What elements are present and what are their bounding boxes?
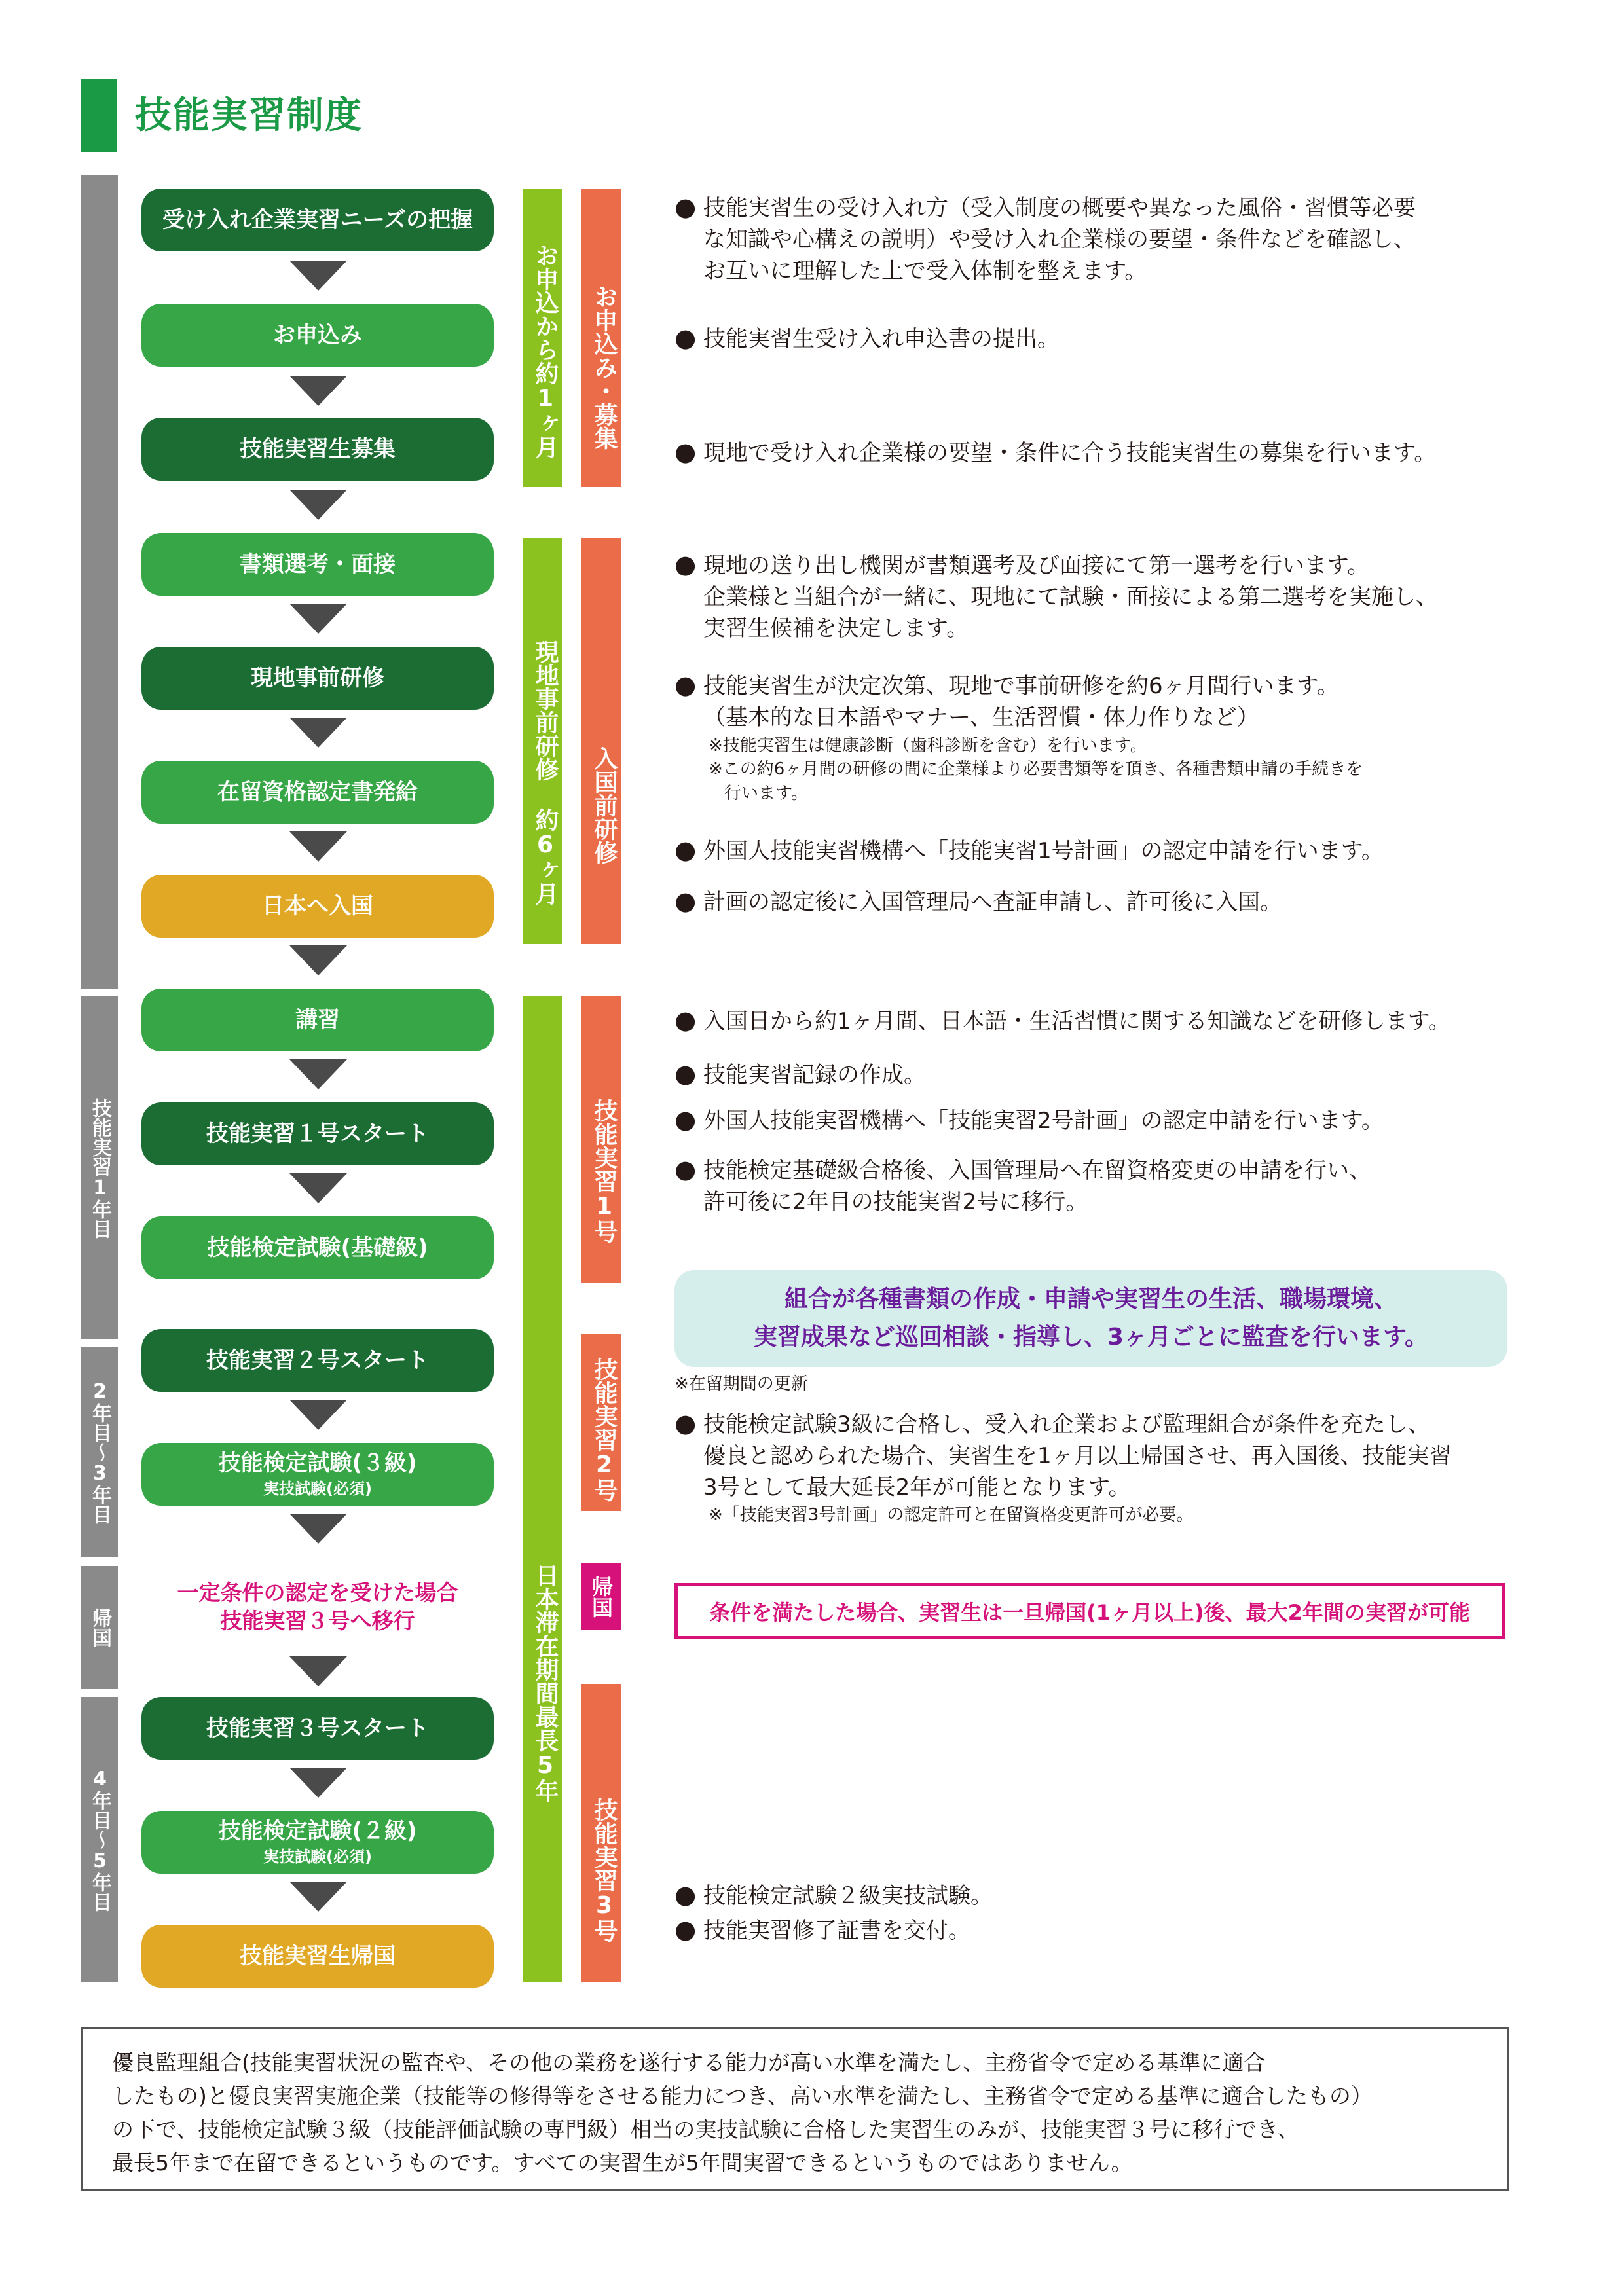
step-exam-grade3-sub: 実技試験(必須) — [263, 1480, 372, 1498]
note-pretraining — [674, 668, 1363, 805]
note-line: 入国日から約1ヶ月間、日本語・生活習慣に関する知識などを研修します。 — [703, 1008, 1450, 1034]
phase-training3: 技能実習3号 — [581, 1684, 621, 1982]
bullet-icon: ● — [674, 550, 697, 579]
footer-line: の下で、技能検定試験３級（技能評価試験の専門級）相当の実技試験に合格した実習生のみが、技能実習３号に移行でき、 — [112, 2117, 1300, 2143]
step-exam-grade3-label: 技能検定試験(３級) — [218, 1450, 417, 1477]
note-line: 技能実習修了証書を交付。 — [703, 1918, 970, 1944]
note-line: 優良と認められた場合、実習生を1ヶ月以上帰国させ、再入国後、技能実習 — [703, 1443, 1452, 1470]
note-line: 外国人技能実習機構へ「技能実習2号計画」の認定申請を行います。 — [703, 1108, 1384, 1134]
sidebar-gray-return: 帰国 — [81, 1566, 118, 1689]
flow-arrow — [289, 604, 347, 634]
phase-return: 帰国 — [581, 1563, 621, 1630]
flow-arrow — [289, 1400, 347, 1430]
note-line: お互いに理解した上で受入体制を整えます。 — [703, 257, 1147, 284]
step-needs-assessment: 受け入れ企業実習ニーズの把握 — [141, 189, 494, 251]
footer-line: 優良監理組合(技能実習状況の監査や、その他の業務を遂行する能力が高い水準を満たし、主務省令で定める基準に適合 — [112, 2050, 1266, 2075]
note-line: 技能実習生が決定次第、現地で事前研修を約6ヶ月間行います。 — [703, 673, 1339, 699]
step-return-home: 技能実習生帰国 — [141, 1925, 494, 1988]
step-exam-basic: 技能検定試験(基礎級) — [141, 1216, 494, 1279]
note-line: 現地の送り出し機関が書類選考及び面接にて第一選考を行います。 — [703, 553, 1370, 579]
note-lecture — [674, 1003, 1450, 1038]
step-exam-grade2-label: 技能検定試験(２級) — [218, 1818, 417, 1845]
bullet-icon: ● — [674, 437, 697, 466]
flow-arrow — [289, 945, 347, 975]
note-grade2 — [674, 1878, 993, 1947]
note-status-change — [674, 1152, 1371, 1218]
note-plan1 — [674, 833, 1384, 867]
note-line: 3号として最大延長2年が可能となります。 — [703, 1474, 1131, 1501]
note-renewal: ※在留期間の更新 — [674, 1374, 808, 1394]
bullet-icon: ● — [674, 1880, 697, 1909]
footer-line: したもの)と優良実習実施企業（技能等の修得等をさせる能力につき、高い水準を満たし、主務省令で定める基準に適合したもの） — [112, 2083, 1373, 2109]
step-training3-start: 技能実習３号スタート — [141, 1697, 494, 1760]
flow-arrow — [289, 376, 347, 406]
flow-arrow — [289, 718, 347, 748]
small-note: ※技能実習生は健康診断（歯科診断を含む）を行います。 — [709, 735, 1147, 756]
condition-note — [105, 1579, 530, 1635]
sidebar-gray-year4-5: 4年目〜5年目 — [81, 1697, 118, 1982]
note-line: （基本的な日本語やマナー、生活習慣・体力作りなど） — [703, 704, 1259, 731]
step-coe-issuance: 在留資格認定書発給 — [141, 761, 494, 824]
title-accent-bar — [81, 79, 117, 152]
bullet-icon: ● — [674, 1006, 697, 1034]
note-record — [674, 1057, 926, 1091]
bullet-icon: ● — [674, 1105, 697, 1134]
step-entry-japan: 日本へ入国 — [141, 875, 494, 938]
bullet-icon: ● — [674, 886, 697, 915]
audit-info-line1: 組合が各種書類の作成・申請や実習生の生活、職場環境、 — [784, 1286, 1397, 1313]
bullet-icon: ● — [674, 1155, 697, 1184]
condition-box: 条件を満たした場合、実習生は一旦帰国(1ヶ月以上)後、最大2年間の実習が可能 — [674, 1583, 1505, 1639]
note-screening — [674, 547, 1438, 644]
step-exam-grade3 — [141, 1443, 494, 1506]
bullet-icon: ● — [674, 192, 697, 221]
bullet-icon: ● — [674, 1409, 697, 1438]
note-line: 技能検定試験２級実技試験。 — [703, 1883, 993, 1909]
condition-note-line2: 技能実習３号へ移行 — [220, 1607, 415, 1633]
small-note: ※この約6ヶ月間の研修の間に企業様より必要書類等を頂き、各種書類申請の手続きを — [709, 759, 1363, 780]
period-pretraining: 現地事前研修 約6ヶ月 — [523, 538, 562, 944]
period-application: お申込から約1ヶ月 — [523, 189, 562, 487]
note-line: 企業様と当組合が一緒に、現地にて試験・面接による第二選考を実施し、 — [703, 584, 1438, 611]
flow-arrow — [289, 1514, 347, 1544]
bullet-icon: ● — [674, 835, 697, 864]
step-training1-start: 技能実習１号スタート — [141, 1102, 494, 1165]
bullet-icon: ● — [674, 1915, 697, 1944]
flow-arrow — [289, 831, 347, 862]
flow-arrow — [289, 490, 347, 520]
flow-arrow — [289, 1768, 347, 1798]
note-line: 計画の認定後に入国管理局へ査証申請し、許可後に入国。 — [703, 889, 1282, 915]
flow-arrow — [289, 261, 347, 291]
flow-arrow — [289, 1882, 347, 1912]
note-line: 技能実習生受け入れ申込書の提出。 — [703, 326, 1060, 352]
sidebar-gray-preentry — [81, 175, 118, 989]
sidebar-gray-year1: 技能実習1年目 — [81, 996, 118, 1339]
step-training2-start: 技能実習２号スタート — [141, 1329, 494, 1392]
footer-explanation — [81, 2027, 1509, 2191]
step-lecture: 講習 — [141, 989, 494, 1051]
step-pretraining: 現地事前研修 — [141, 647, 494, 710]
note-line: 技能検定基礎級合格後、入国管理局へ在留資格変更の申請を行い、 — [703, 1157, 1371, 1184]
step-screening: 書類選考・面接 — [141, 533, 494, 596]
flow-arrow — [289, 1173, 347, 1203]
note-line: な知識や心構えの説明）や受け入れ企業様の要望・条件などを確認し、 — [703, 227, 1416, 253]
note-line: 技能検定試験3級に合格し、受入れ企業および監理組合が条件を充たし、 — [703, 1412, 1430, 1438]
phase-pretraining: 入国前研修 — [581, 538, 621, 944]
note-line: 技能実習記録の作成。 — [703, 1062, 926, 1088]
step-application: お申込み — [141, 304, 494, 367]
note-application — [674, 321, 1060, 355]
step-exam-grade2-sub: 実技試験(必須) — [263, 1848, 372, 1866]
note-line: 許可後に2年目の技能実習2号に移行。 — [703, 1189, 1088, 1216]
note-visa — [674, 884, 1282, 919]
note-line: 現地で受け入れ企業様の要望・条件に合う技能実習生の募集を行います。 — [703, 440, 1437, 466]
step-exam-grade2 — [141, 1811, 494, 1874]
bullet-icon: ● — [674, 323, 697, 352]
note-line: 外国人技能実習機構へ「技能実習1号計画」の認定申請を行います。 — [703, 838, 1384, 864]
note-grade3 — [674, 1406, 1452, 1527]
small-note: 行います。 — [724, 783, 808, 803]
footer-line: 最長5年まで在留できるというものです。すべての実習生が5年間実習できるというものではありません。 — [112, 2150, 1133, 2176]
note-acceptance — [674, 190, 1416, 287]
audit-info-box — [674, 1270, 1507, 1367]
condition-note-line1: 一定条件の認定を受けた場合 — [177, 1580, 458, 1605]
note-plan2 — [674, 1102, 1384, 1137]
note-line: 技能実習生の受け入れ方（受入制度の概要や異なった風俗・習慣等必要 — [703, 195, 1416, 221]
sidebar-gray-year2-3: 2年目〜3年目 — [81, 1347, 118, 1557]
note-recruitment — [674, 435, 1436, 469]
page-title: 技能実習制度 — [135, 94, 363, 137]
phase-training1: 技能実習1号 — [581, 996, 621, 1283]
bullet-icon: ● — [674, 670, 697, 699]
flow-arrow — [289, 1059, 347, 1089]
flow-arrow — [289, 1656, 347, 1686]
phase-training2: 技能実習2号 — [581, 1334, 621, 1511]
small-note: ※「技能実習3号計画」の認定許可と在留資格変更許可が必要。 — [709, 1505, 1194, 1525]
period-stay: 日本滞在期間最長5年 — [523, 996, 562, 1982]
note-line: 実習生候補を決定します。 — [703, 615, 969, 642]
phase-application: お申込み・募集 — [581, 189, 621, 487]
bullet-icon: ● — [674, 1059, 697, 1088]
audit-info-line2: 実習成果など巡回相談・指導し、3ヶ月ごとに監査を行います。 — [753, 1324, 1429, 1351]
step-recruitment: 技能実習生募集 — [141, 418, 494, 481]
